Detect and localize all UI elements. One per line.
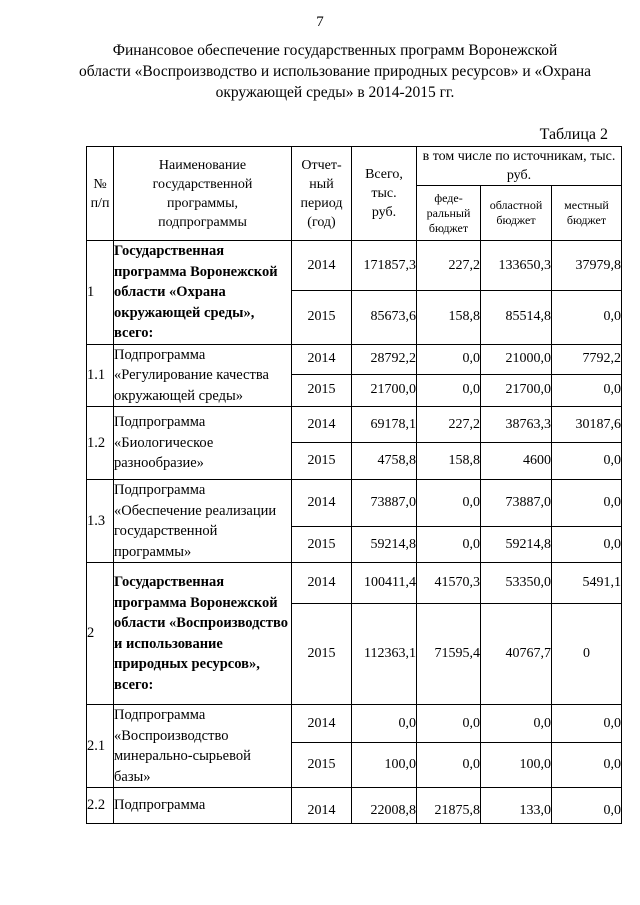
cell-local: 0,0 bbox=[552, 291, 622, 344]
cell-year: 2014 bbox=[292, 788, 352, 824]
cell-year: 2014 bbox=[292, 705, 352, 743]
cell-local: 0 bbox=[552, 604, 622, 705]
cell-year: 2014 bbox=[292, 480, 352, 527]
cell-federal: 0,0 bbox=[417, 374, 481, 406]
cell-year: 2014 bbox=[292, 344, 352, 374]
cell-federal: 71595,4 bbox=[417, 604, 481, 705]
cell-federal: 158,8 bbox=[417, 291, 481, 344]
cell-total: 85673,6 bbox=[352, 291, 417, 344]
table-caption: Таблица 2 bbox=[539, 126, 608, 143]
cell-local: 5491,1 bbox=[552, 563, 622, 604]
cell-local: 0,0 bbox=[552, 527, 622, 563]
cell-local: 0,0 bbox=[552, 788, 622, 824]
title-line: окружающей среды» в 2014-2015 гг. bbox=[215, 84, 455, 101]
header-federal: феде-ральный бюджет bbox=[417, 186, 481, 241]
header-num: № п/п bbox=[87, 147, 114, 241]
cell-regional: 38763,3 bbox=[481, 407, 552, 443]
cell-federal: 0,0 bbox=[417, 527, 481, 563]
cell-federal: 41570,3 bbox=[417, 563, 481, 604]
cell-federal: 0,0 bbox=[417, 344, 481, 374]
cell-federal: 0,0 bbox=[417, 705, 481, 743]
row-number: 2.1 bbox=[87, 705, 114, 788]
cell-regional: 53350,0 bbox=[481, 563, 552, 604]
cell-local: 0,0 bbox=[552, 443, 622, 480]
cell-local: 30187,6 bbox=[552, 407, 622, 443]
document-title bbox=[70, 40, 600, 103]
cell-regional: 85514,8 bbox=[481, 291, 552, 344]
cell-federal: 21875,8 bbox=[417, 788, 481, 824]
cell-total: 4758,8 bbox=[352, 443, 417, 480]
cell-regional: 40767,7 bbox=[481, 604, 552, 705]
cell-total: 112363,1 bbox=[352, 604, 417, 705]
cell-local: 0,0 bbox=[552, 743, 622, 788]
cell-year: 2015 bbox=[292, 374, 352, 406]
cell-regional: 4600 bbox=[481, 443, 552, 480]
cell-federal: 227,2 bbox=[417, 241, 481, 291]
row-number: 1.2 bbox=[87, 407, 114, 480]
header-period: Отчет-ный период (год) bbox=[292, 147, 352, 241]
subprogram-name: Подпрограмма «Биологическое разнообразие» bbox=[114, 407, 292, 480]
financing-table bbox=[86, 146, 622, 824]
cell-total: 69178,1 bbox=[352, 407, 417, 443]
program-name: Государственная программа Воронежской области «Охрана окружающей среды», всего: bbox=[114, 241, 292, 345]
header-local: местный бюджет bbox=[552, 186, 622, 241]
header-regional: областной бюджет bbox=[481, 186, 552, 241]
cell-year: 2015 bbox=[292, 443, 352, 480]
cell-total: 171857,3 bbox=[352, 241, 417, 291]
subprogram-name: Подпрограмма «Регулирование качества окружающей среды» bbox=[114, 344, 292, 407]
cell-total: 59214,8 bbox=[352, 527, 417, 563]
cell-total: 0,0 bbox=[352, 705, 417, 743]
cell-year: 2014 bbox=[292, 563, 352, 604]
cell-year: 2015 bbox=[292, 743, 352, 788]
row-number: 1 bbox=[87, 241, 114, 345]
cell-total: 73887,0 bbox=[352, 480, 417, 527]
header-total: Всего, тыс. руб. bbox=[352, 147, 417, 241]
cell-year: 2015 bbox=[292, 291, 352, 344]
cell-regional: 59214,8 bbox=[481, 527, 552, 563]
cell-regional: 133,0 bbox=[481, 788, 552, 824]
row-number: 1.1 bbox=[87, 344, 114, 407]
title-line: Финансовое обеспечение государственных программ Воронежской bbox=[112, 42, 558, 59]
cell-regional: 21700,0 bbox=[481, 374, 552, 406]
cell-local: 0,0 bbox=[552, 374, 622, 406]
cell-federal: 227,2 bbox=[417, 407, 481, 443]
cell-year: 2015 bbox=[292, 604, 352, 705]
cell-year: 2015 bbox=[292, 527, 352, 563]
header-name: Наименование государственной программы, подпрограммы bbox=[114, 147, 292, 241]
row-number: 1.3 bbox=[87, 480, 114, 563]
cell-federal: 158,8 bbox=[417, 443, 481, 480]
cell-year: 2014 bbox=[292, 241, 352, 291]
cell-local: 37979,8 bbox=[552, 241, 622, 291]
cell-local: 0,0 bbox=[552, 480, 622, 527]
page-number: 7 bbox=[316, 14, 324, 30]
cell-total: 21700,0 bbox=[352, 374, 417, 406]
cell-regional: 21000,0 bbox=[481, 344, 552, 374]
subprogram-name: Подпрограмма «Воспроизводство минерально-сырьевой базы» bbox=[114, 705, 292, 788]
cell-total: 28792,2 bbox=[352, 344, 417, 374]
cell-regional: 73887,0 bbox=[481, 480, 552, 527]
header-sources-group: в том числе по источникам, тыс. руб. bbox=[417, 147, 622, 186]
title-line: области «Воспроизводство и использование природных ресурсов» и «Охрана bbox=[78, 63, 592, 80]
row-number: 2.2 bbox=[87, 788, 114, 824]
cell-regional: 0,0 bbox=[481, 705, 552, 743]
cell-year: 2014 bbox=[292, 407, 352, 443]
program-name: Государственная программа Воронежской области «Воспроизводство и использование природных ресурсов», всего: bbox=[114, 563, 292, 705]
cell-total: 22008,8 bbox=[352, 788, 417, 824]
cell-federal: 0,0 bbox=[417, 743, 481, 788]
cell-total: 100411,4 bbox=[352, 563, 417, 604]
cell-federal: 0,0 bbox=[417, 480, 481, 527]
cell-local: 0,0 bbox=[552, 705, 622, 743]
cell-regional: 100,0 bbox=[481, 743, 552, 788]
subprogram-name: Подпрограмма «Обеспечение реализации государственной программы» bbox=[114, 480, 292, 563]
row-number: 2 bbox=[87, 563, 114, 705]
cell-local: 7792,2 bbox=[552, 344, 622, 374]
cell-total: 100,0 bbox=[352, 743, 417, 788]
cell-regional: 133650,3 bbox=[481, 241, 552, 291]
subprogram-name: Подпрограмма bbox=[114, 788, 292, 824]
